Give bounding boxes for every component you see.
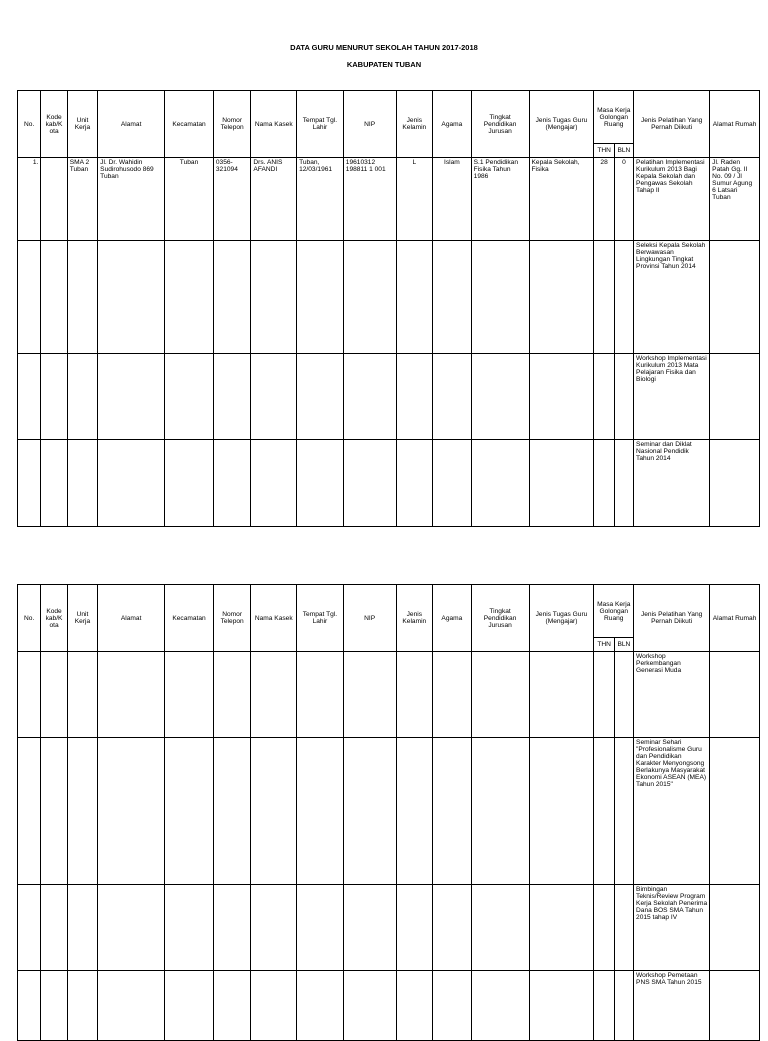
cell-pelatihan: Workshop Perkembangan Generasi Muda [634, 652, 710, 738]
header-ttl: Tempat Tgl. Lahir [297, 585, 344, 652]
cell-pendidikan: S.1 Pendidikan Fisika Tahun 1986 [471, 158, 529, 241]
cell-thn: 28 [594, 158, 614, 241]
header-pendidikan: Tingkat Pendidikan Jurusan [471, 91, 529, 158]
header-kasek: Nama Kasek [251, 91, 297, 158]
cell-bln: 0 [614, 158, 633, 241]
header-tugas: Jenis Tugas Guru (Mengajar) [529, 585, 594, 652]
header-kecamatan: Kecamatan [165, 585, 214, 652]
cell-pelatihan: Pelatihan Implementasi Kurikulum 2013 Bagi Kepala Sekolah dan Pengawas Sekolah Tahap II [634, 158, 710, 241]
header-telepon: Nomor Telepon [213, 585, 251, 652]
cell-tugas: Kepala Sekolah, Fisika [529, 158, 594, 241]
cell-pelatihan: Seminar dan Diklat Nasional Pendidik Tahun 2014 [634, 440, 710, 527]
teacher-data-table [17, 90, 760, 527]
header-alamat-rumah: Alamat Rumah [710, 585, 760, 652]
cell-alamat: Jl. Dr. Wahidin Sudirohusodo 869 Tuban [98, 158, 165, 241]
cell-telepon: 0356-321094 [213, 158, 251, 241]
cell-pelatihan: Workshop Implementasi Kurikulum 2013 Mata Pelajaran Fisika dan Biologi [634, 354, 710, 440]
header-alamat: Alamat [98, 91, 165, 158]
cell-pelatihan: Bimbingan Teknis/Review Program Kerja Sekolah Penerima Dana BOS SMA Tahun 2015 tahap IV [634, 885, 710, 971]
table-row [18, 885, 760, 971]
header-row [18, 91, 760, 144]
header-pendidikan: Tingkat Pendidikan Jurusan [471, 585, 529, 652]
header-pelatihan: Jenis Pelatihan Yang Pernah Diikuti [634, 91, 710, 158]
header-pelatihan: Jenis Pelatihan Yang Pernah Diikuti [634, 585, 710, 652]
header-ttl: Tempat Tgl. Lahir [297, 91, 344, 158]
header-kelamin: Jenis Kelamin [396, 585, 433, 652]
header-nip: NIP [343, 585, 396, 652]
header-alamat-rumah: Alamat Rumah [710, 91, 760, 158]
header-row [18, 585, 760, 638]
cell-alamat-rumah: Jl. Raden Patah Gg. II No. 09 / Jl Sumur Agung 6 Latsari Tuban [710, 158, 760, 241]
header-thn: THN [594, 638, 614, 652]
header-kode: Kode kab/K ota [41, 91, 67, 158]
cell-ttl: Tuban, 12/03/1961 [297, 158, 344, 241]
table-row [18, 158, 760, 241]
header-tugas: Jenis Tugas Guru (Mengajar) [529, 91, 594, 158]
cell-kecamatan: Tuban [165, 158, 214, 241]
header-alamat: Alamat [98, 585, 165, 652]
header-bln: BLN [614, 638, 633, 652]
header-kecamatan: Kecamatan [165, 91, 214, 158]
header-telepon: Nomor Telepon [213, 91, 251, 158]
cell-kode [41, 158, 67, 241]
cell-nip: 19610312 198811 1 001 [343, 158, 396, 241]
header-agama: Agama [433, 585, 472, 652]
cell-pelatihan: Workshop Pemetaan PNS SMA Tahun 2015 [634, 971, 710, 1041]
cell-no: 1. [18, 158, 41, 241]
header-kelamin: Jenis Kelamin [396, 91, 433, 158]
header-unit-kerja: Unit Kerja [67, 585, 97, 652]
cell-pelatihan: Seminar Sehari "Profesionalisme Guru dan Pendidikan Karakter Menyongsong Berlakunya Masyarakat Ekonomi ASEAN (MEA) Tahun 2015" [634, 738, 710, 885]
header-bln: BLN [614, 144, 633, 158]
header-masa-kerja: Masa Kerja Golongan Ruang [594, 91, 634, 144]
cell-pelatihan: Seleksi Kepala Sekolah Berwawasan Lingkungan Tingkat Provinsi Tahun 2014 [634, 241, 710, 354]
header-unit-kerja: Unit Kerja [67, 91, 97, 158]
table-row [18, 440, 760, 527]
cell-kasek: Drs. ANIS AFANDI [251, 158, 297, 241]
table-row [18, 354, 760, 440]
cell-unit-kerja: SMA 2 Tuban [67, 158, 97, 241]
document-subtitle: KABUPATEN TUBAN [346, 60, 422, 69]
cell-agama: Islam [433, 158, 472, 241]
table-row [18, 652, 760, 738]
header-kasek: Nama Kasek [251, 585, 297, 652]
header-no: No. [18, 585, 41, 652]
document-title: DATA GURU MENURUT SEKOLAH TAHUN 2017-2018 [290, 43, 478, 52]
header-nip: NIP [343, 91, 396, 158]
table-row [18, 241, 760, 354]
teacher-data-table-continued [17, 584, 760, 1041]
header-masa-kerja: Masa Kerja Golongan Ruang [594, 585, 634, 638]
header-kode: Kode kab/K ota [41, 585, 67, 652]
table-row [18, 971, 760, 1041]
header-thn: THN [594, 144, 614, 158]
header-no: No. [18, 91, 41, 158]
cell-kelamin: L [396, 158, 433, 241]
table-row [18, 738, 760, 885]
header-agama: Agama [433, 91, 472, 158]
